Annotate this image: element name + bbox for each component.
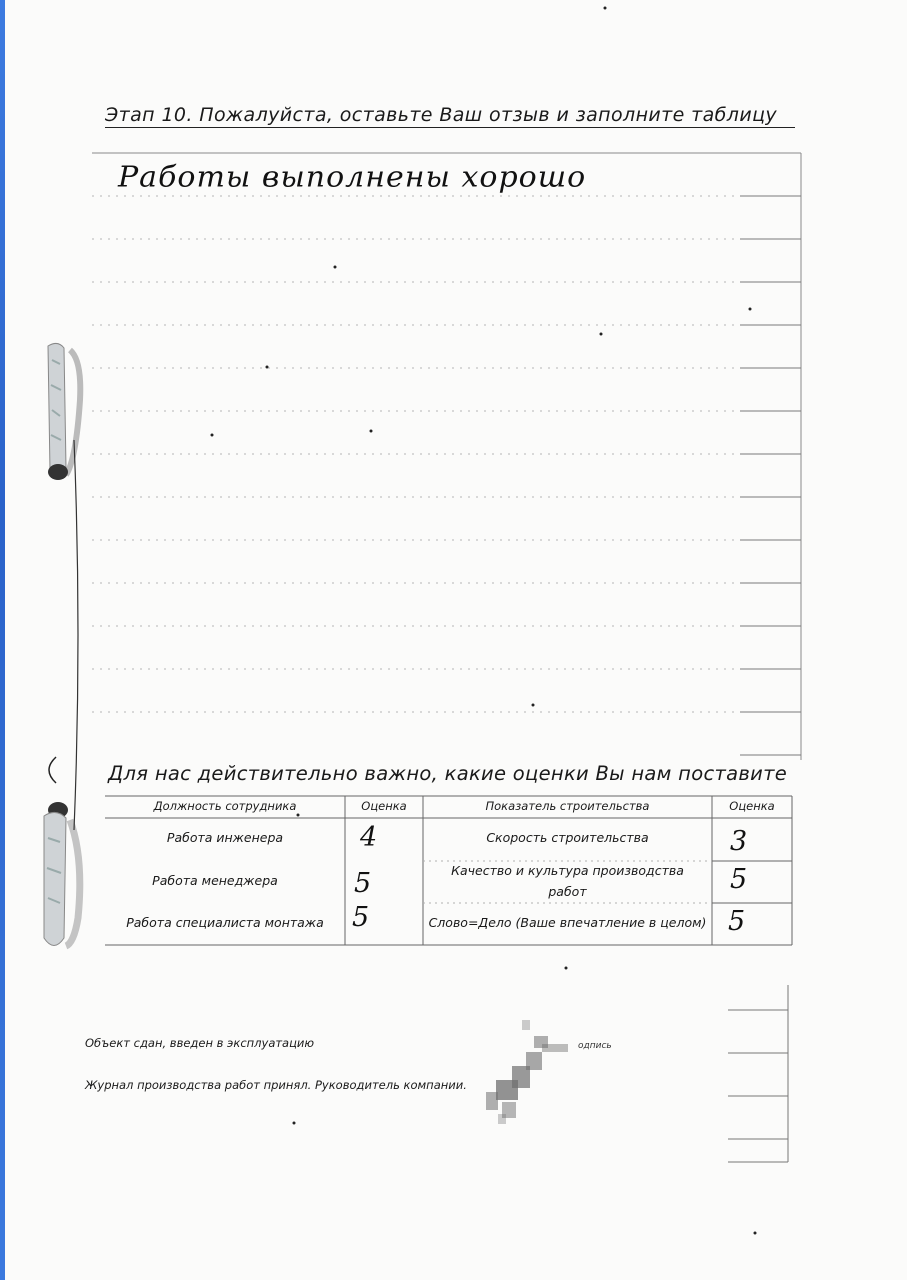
construction-row-quality-label-line1: Качество и культура производства xyxy=(451,863,684,878)
page-edge-shadow xyxy=(0,0,5,1280)
object-handed-text: Объект сдан, введен в эксплуатацию xyxy=(85,1036,315,1050)
staff-row-installer-grade: 5 xyxy=(352,902,370,933)
staff-row-installer-label: Работа специалиста монтажа xyxy=(126,915,324,930)
col-header-grade-right: Оценка xyxy=(729,799,775,813)
signature-label: одпись xyxy=(578,1041,612,1051)
col-header-position: Должность сотрудника xyxy=(153,799,297,813)
construction-row-quality-grade: 5 xyxy=(730,864,748,895)
staff-row-engineer-grade: 4 xyxy=(360,822,378,853)
punch-hole-icon xyxy=(40,755,60,785)
staff-row-engineer-label: Работа инженера xyxy=(166,830,284,845)
staff-row-manager-label: Работа менеджера xyxy=(152,873,278,888)
col-header-grade-left: Оценка xyxy=(361,799,407,813)
page-title: Этап 10. Пожалуйста, оставьте Ваш отзыв и заполните таблицу xyxy=(105,104,795,128)
construction-row-speed-grade: 3 xyxy=(730,826,748,857)
construction-row-speed-label: Скорость строительства xyxy=(486,830,649,845)
ratings-heading: Для нас действительно важно, какие оценки Вы нам поставите xyxy=(108,762,788,785)
construction-row-overall-label: Слово=Дело (Ваше впечатление в целом) xyxy=(428,915,707,930)
construction-row-quality-label-line2: работ xyxy=(548,884,587,899)
construction-row-overall-grade: 5 xyxy=(728,906,746,937)
handwritten-feedback: Работы выполнены хорошо xyxy=(118,160,587,195)
binder-rail-line xyxy=(72,440,86,830)
col-header-indicator: Показатель строительства xyxy=(485,799,650,813)
journal-accepted-text: Журнал производства работ принял. Руководитель компании. xyxy=(85,1078,467,1092)
blurred-signature xyxy=(482,1018,582,1128)
staff-row-manager-grade: 5 xyxy=(354,868,372,899)
